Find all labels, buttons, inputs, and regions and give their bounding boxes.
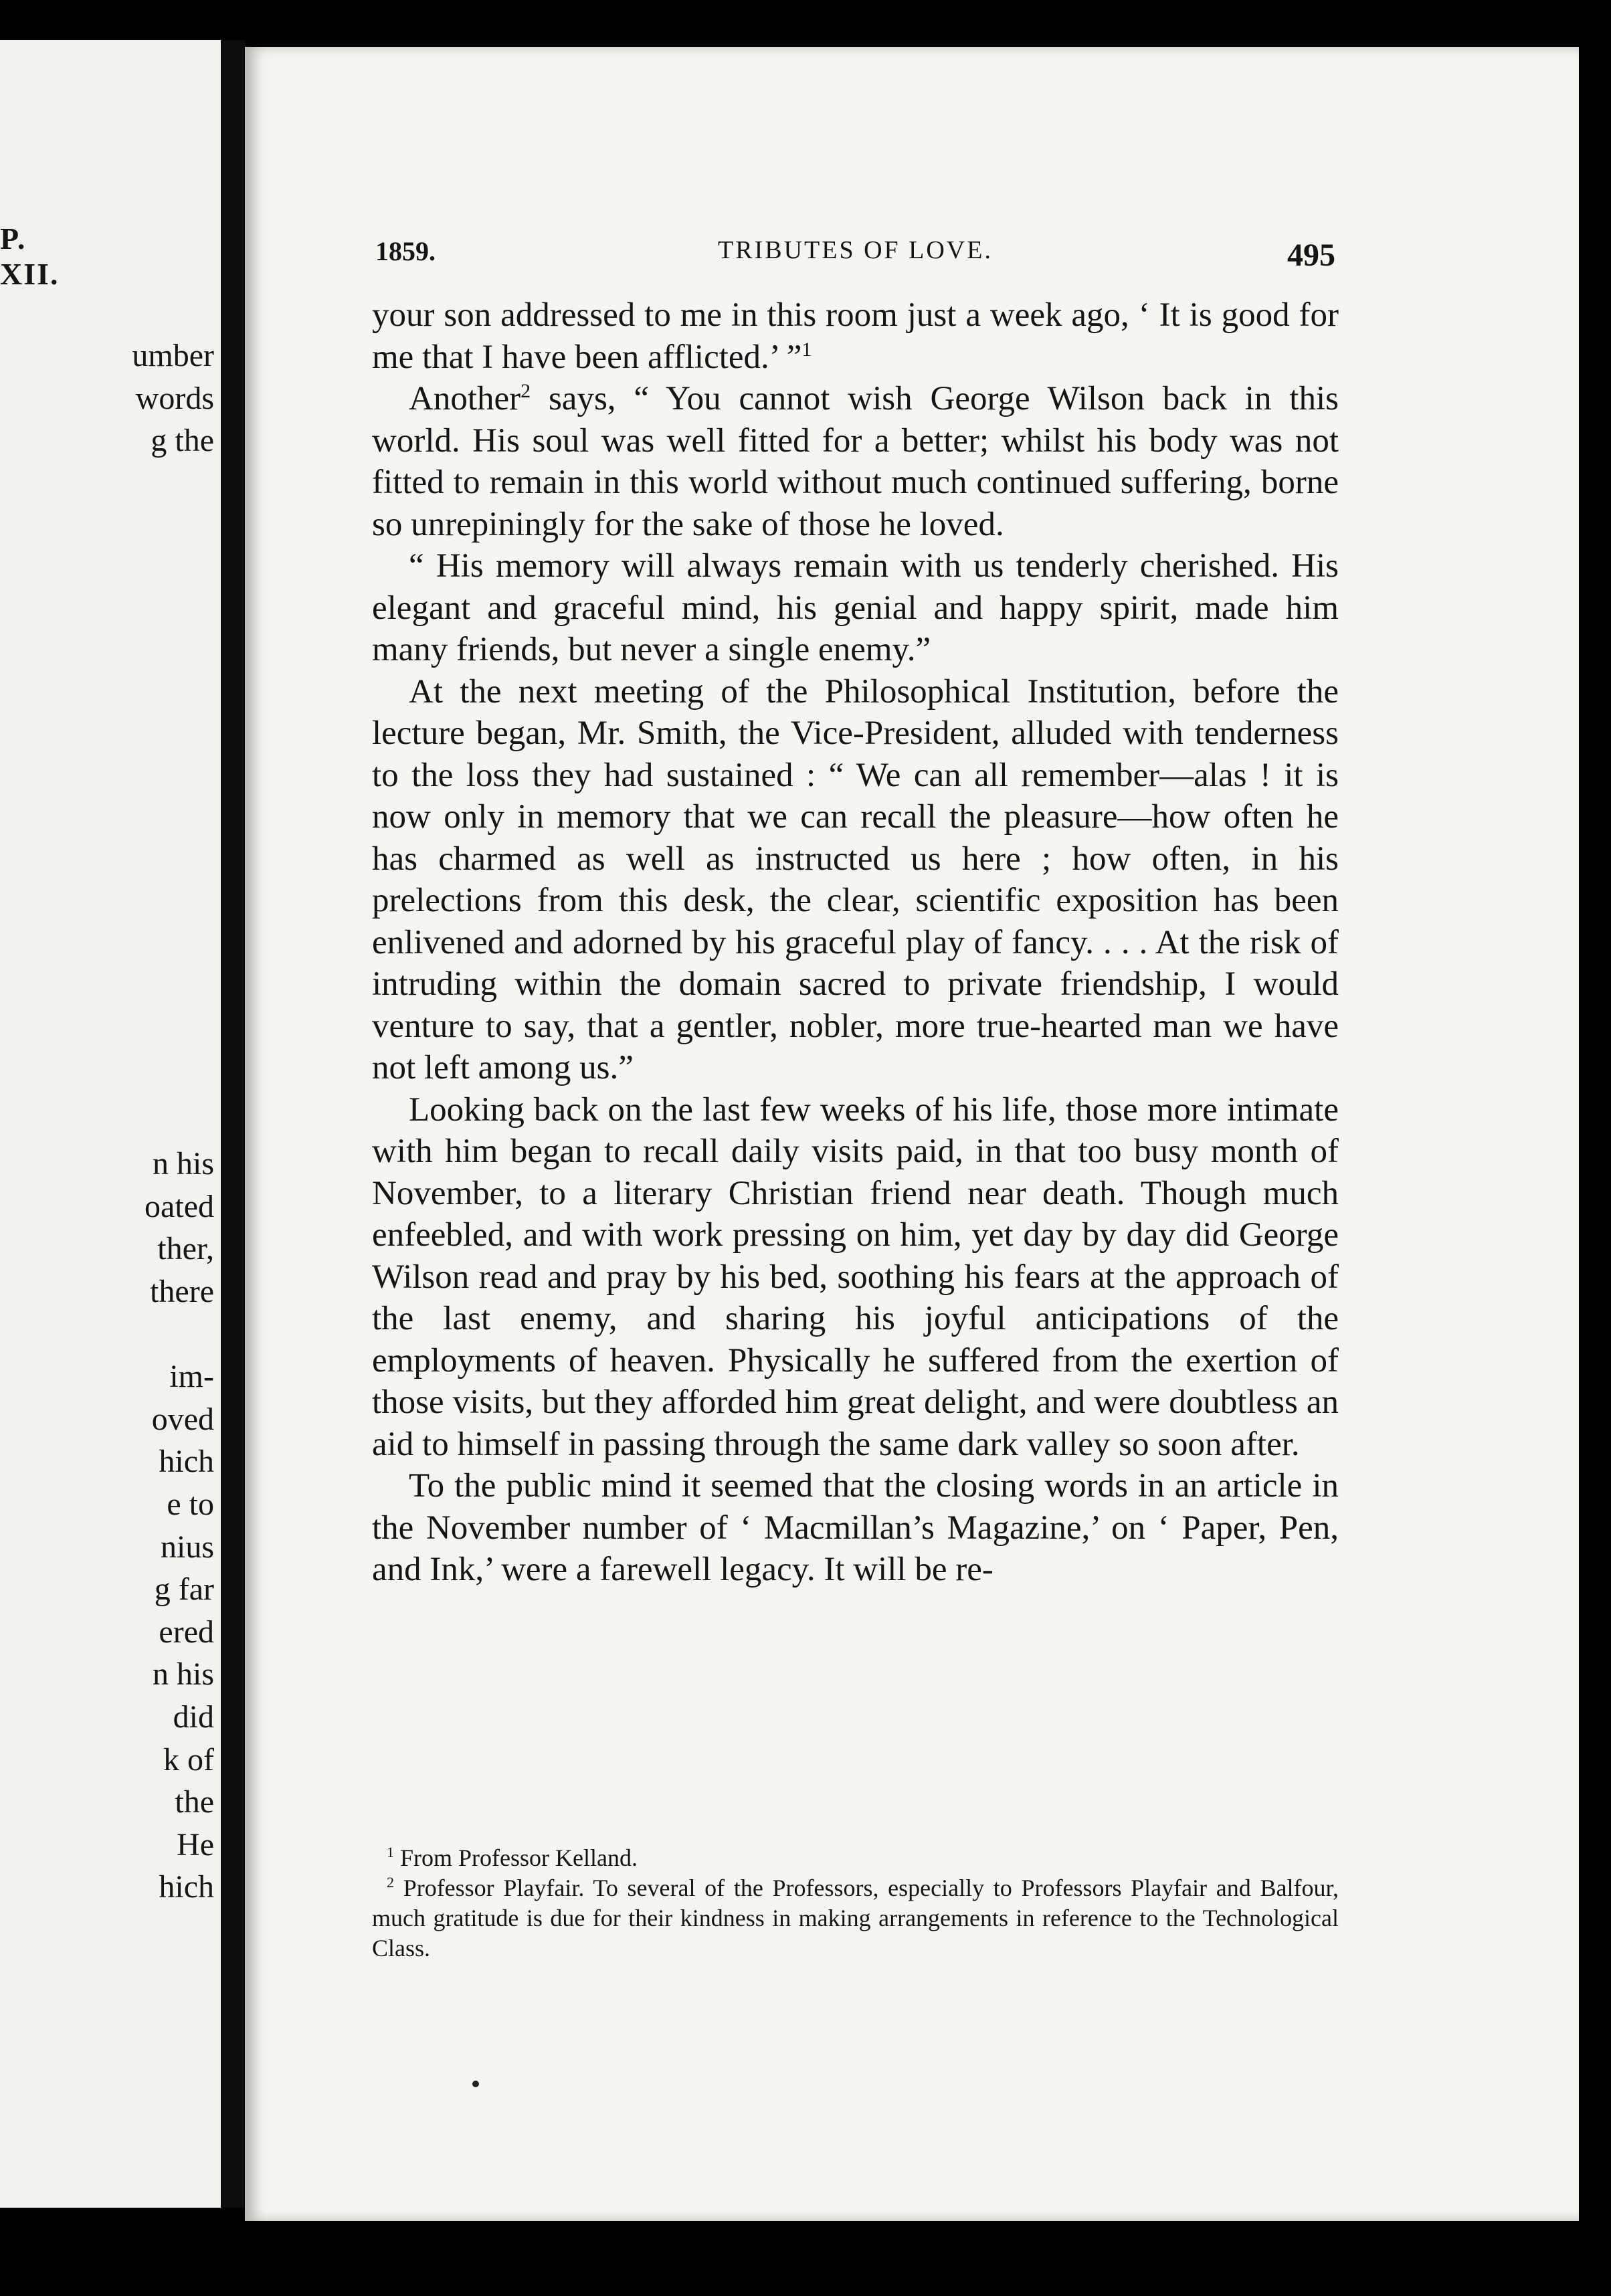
left-line-fragment: e to	[167, 1487, 214, 1523]
paragraph-3: “ His memory will always remain with us tenderly cherished. His elegant and graceful mind, his genial and happy spirit, made him many friends, but never a single enemy.”	[372, 547, 1339, 668]
left-line-fragment	[0, 1313, 214, 1356]
left-page-header: P. XII.	[0, 221, 60, 291]
left-line-fragment	[0, 1016, 214, 1058]
left-line-fragment	[0, 1058, 214, 1101]
body-text	[372, 294, 1339, 1591]
left-line-fragment	[0, 717, 214, 760]
left-line-fragment: im-	[169, 1359, 214, 1395]
left-line-fragment	[0, 547, 214, 590]
footnote-ref-2: 2	[520, 380, 531, 402]
left-line-fragment: g the	[151, 423, 214, 459]
left-line-fragment	[0, 462, 214, 505]
footnote-1: $^1$ From Professor Kelland.	[387, 1844, 638, 1871]
left-line-fragment: n his	[152, 1146, 214, 1182]
footnotes	[372, 1843, 1339, 1964]
header-title: TRIBUTES OF LOVE.	[718, 236, 993, 264]
paragraph-1: your son addressed to me in this room just a week ago, ‘ It is good for me that I have been afflicted.’ ”$^1$	[372, 296, 1339, 376]
paragraph-6: To the public mind it seemed that the closing words in an article in the November number of ‘ Macmillan’s Magazine,’ on ‘ Paper, Pen, and Ink,’ were a farewell legacy. It will be re-	[372, 1467, 1339, 1588]
left-line-fragment: oved	[151, 1401, 214, 1437]
left-line-fragment: there	[150, 1274, 214, 1310]
left-line-fragment: did	[173, 1699, 214, 1735]
left-line-fragment: ered	[159, 1614, 214, 1650]
left-line-fragment	[0, 590, 214, 633]
left-line-fragment: umber	[132, 338, 214, 373]
left-line-fragment	[0, 632, 214, 675]
left-line-fragment: g far	[154, 1571, 214, 1608]
left-line-fragment: nius	[160, 1529, 214, 1565]
left-line-fragment	[0, 760, 214, 803]
paragraph-5: Looking back on the last few weeks of his life, those more intimate with him began to recall daily visits paid, in that too busy month of November, to a literary Christian friend near death. Though much enfeebled, and with work pressing on him, yet day by day did George Wilson read and pray by his bed, soothing his fears at the approach of the last enemy, and sharing his joyful anticipations of the employments of heaven. Physically he suffered from the exertion of those visits, but they afforded him great delight, and were doubtless an aid to himself in passing through the same dark valley so soon after.	[372, 1090, 1339, 1463]
page-number: 495	[1287, 237, 1335, 273]
left-line-fragment: k of	[163, 1741, 214, 1778]
left-line-fragment: n his	[152, 1656, 214, 1693]
left-line-fragment: hich	[159, 1869, 214, 1905]
left-line-fragment: oated	[145, 1188, 214, 1224]
left-page-fragment	[0, 40, 221, 2208]
left-page-line-fragments	[0, 334, 214, 1909]
right-page	[245, 47, 1579, 2221]
left-line-fragment: the	[175, 1784, 214, 1820]
left-line-fragment: hich	[159, 1444, 214, 1480]
header-year: 1859.	[375, 236, 436, 266]
paragraph-2: Another$^2$ says, “ You cannot wish George Wilson back in this world. His soul was well fitted for a better; whilst his body was not fitted to remain in this world without much continued suffering, borne so unrepiningly for the sake of those he loved.	[372, 380, 1339, 543]
book-gutter	[221, 40, 245, 2208]
footnote-2: $^2$ Professor Playfair. To several of the Professors, especially to Professors Playfair and Balfour, much gratitude is due for their kindness in making arrangements in reference to the Technological Class.	[372, 1874, 1339, 1962]
left-line-fragment	[0, 973, 214, 1016]
footnote-ref-1: 1	[801, 338, 812, 361]
paragraph-4: At the next meeting of the Philosophical Institution, before the lecture began, Mr. Smith, the Vice-President, alluded with tenderness to the loss they had sustained : “ We can all remember—alas ! it is now only in memory that we can recall the pleasure—how often he has charmed as well as instructed us here ; how often, in his prelections from this desk, the clear, scientific exposition has been enlivened and adorned by his graceful play of fancy. . . . At the risk of intruding within the domain sacred to private friendship, I would venture to say, that a gentler, nobler, more true-hearted man we have not left among us.”	[372, 672, 1339, 1086]
left-line-fragment: He	[177, 1826, 214, 1862]
ink-speck	[472, 2081, 479, 2087]
running-header	[375, 227, 1335, 281]
left-line-fragment	[0, 930, 214, 973]
left-line-fragment	[0, 1101, 214, 1143]
left-line-fragment	[0, 675, 214, 718]
left-line-fragment	[0, 845, 214, 888]
left-line-fragment: ther,	[157, 1231, 214, 1267]
left-line-fragment	[0, 803, 214, 846]
left-line-fragment	[0, 888, 214, 931]
left-line-fragment: words	[135, 380, 214, 416]
left-line-fragment	[0, 504, 214, 547]
